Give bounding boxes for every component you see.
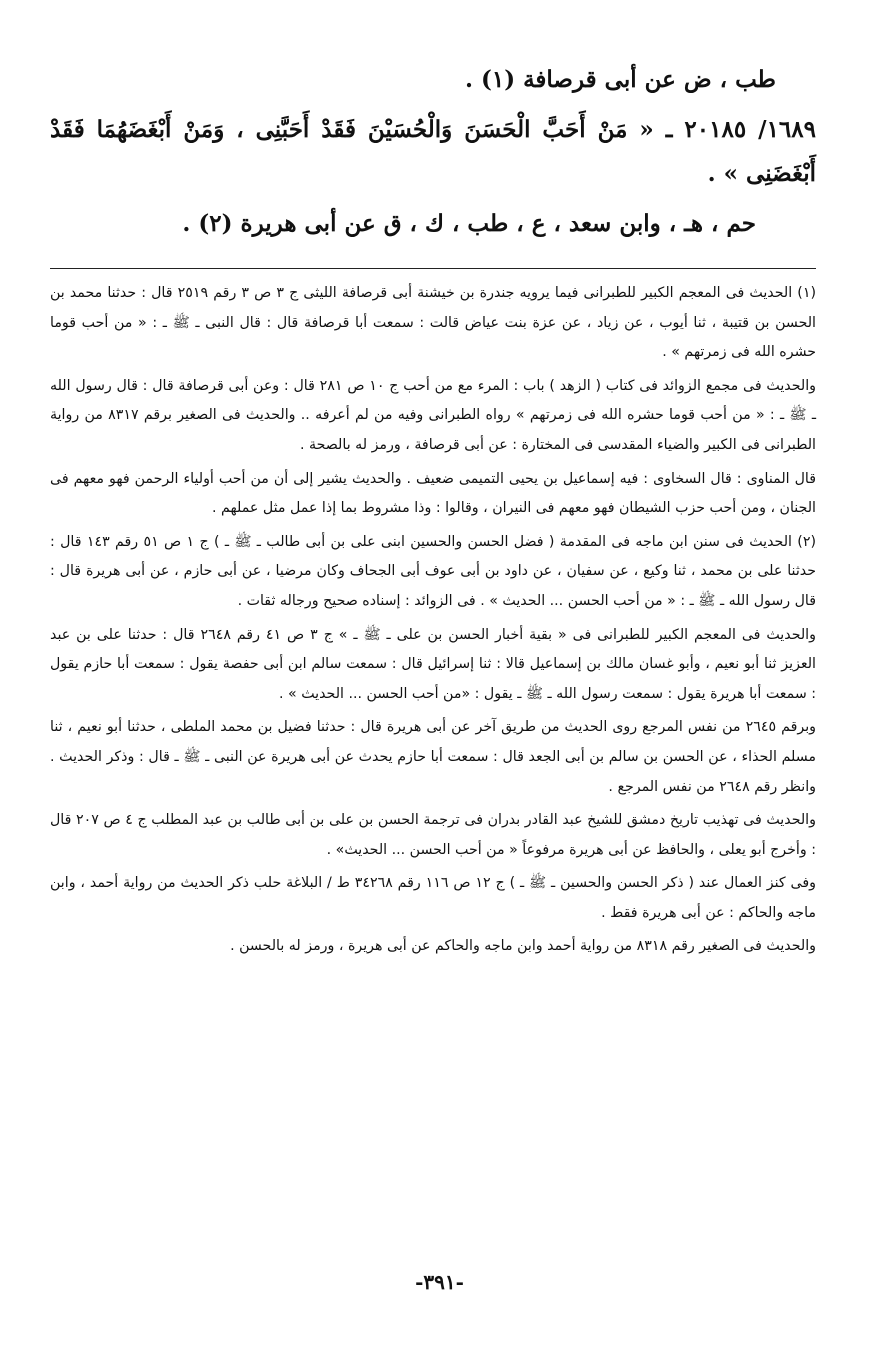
footnote-2-paragraph-1: (٢) الحديث فى سنن ابن ماجه فى المقدمة ( فضل الحسن والحسين ابنى على بن أبى طالب ـ ﷺ ـ ) ج ١ ص ٥١ رقم ١٤٣ قال : حدثنا على بن محمد ، ثنا وكيع ، عن سفيان ، عن داود بن أبى عوف أبى الجحاف وكان مرضيا ، عن أبى حازم ، عن أبى هريرة قال : قال رسول الله ـ ﷺ ـ : « من أحب الحسن ... الحديث » . فى الزوائد : إسناده صحيح ورجاله ثقات . xyxy=(50,533,816,609)
footnote-2-paragraph-3: وبرقم ٢٦٤٥ من نفس المرجع روى الحديث من طريق آخر عن أبى هريرة قال : حدثنا فضيل بن محمد الملطى ، حدثنا أبو نعيم ، ثنا مسلم الحذاء ، عن الحسن بن سالم بن أبى الجعد قال : سمعت أبا حازم يحدث عن أبى هريرة عن النبى ـ ﷺ ـ قال : وذكر الحديث . وانظر رقم ٢٦٤٨ من نفس المرجع . xyxy=(50,719,816,795)
hadith-number: ١٦٨٩/ ٢٠١٨٥ xyxy=(684,116,816,143)
hadith-sources: حم ، هـ ، وابن سعد ، ع ، طب ، ك ، ق عن أبى هريرة (٢) . xyxy=(182,210,756,237)
footnote-2-paragraph-6: والحديث فى الصغير رقم ٨٣١٨ من رواية أحمد وابن ماجه والحاكم عن أبى هريرة ، ورمز له بالحسن . xyxy=(230,938,816,955)
footnote-1-paragraph-3: قال المناوى : قال السخاوى : فيه إسماعيل بن يحيى التميمى ضعيف . والحديث يشير إلى أن من أحب أولياء الرحمن فهو معهم فى الجنان ، ومن أحب حزب الشيطان فهو معهم فى النيران ، وقالوا : وذا مشروط بما إذا عمل مثل عملهم . xyxy=(50,470,816,517)
hadith-entry xyxy=(50,108,816,196)
footnote-2-paragraph-2: والحديث فى المعجم الكبير للطبرانى فى « بقية أخبار الحسن بن على ـ ﷺ ـ » ج ٣ ص ٤١ رقم ٢٦٤٨ قال : حدثنا على بن عبد العزيز ثنا أبو نعيم ، وأبو غسان مالك بن إسماعيل قالا : ثنا إسرائيل قال : سمعت سالم ابن أبى حفصة يقول : سمعت أبا حازم يقول : سمعت أبا هريرة يقول : سمعت رسول الله ـ ﷺ ـ يقول : «من أحب الحسن ... الحديث » . xyxy=(50,626,816,702)
footnote-2-paragraph-4: والحديث فى تهذيب تاريخ دمشق للشيخ عبد القادر بدران فى ترجمة الحسن بن على بن أبى طالب بن عبد المطلب ج ٤ ص ٢٠٧ قال : وأخرج أبو يعلى ، والحافظ عن أبى هريرة مرفوعاً « من أحب الحسن ... الحديث» . xyxy=(50,812,816,858)
source-line-1: طب ، ض عن أبى قرصافة (١) . xyxy=(464,66,776,93)
page-number: -٣٩١- xyxy=(415,1270,464,1294)
footnote-divider xyxy=(50,268,816,269)
hadith-text: ـ « مَنْ أَحَبَّ الْحَسَنَ وَالْحُسَيْنَ فَقَدْ أَحَبَّنِى ، وَمَنْ أَبْغَضَهُمَا فَقَدْ أَبْغَضَنِى » . xyxy=(50,116,816,187)
page-content xyxy=(50,58,816,962)
footnote-1-paragraph-1: (١) الحديث فى المعجم الكبير للطبرانى فيما يرويه جندرة بن خيشنة أبى قرصافة الليثى ج ٣ ص ٣ رقم ٢٥١٩ قال : حدثنا محمد بن الحسن بن قتيبة ، ثنا أيوب ، عن زياد ، عن عزة بنت عياض قالت : سمعت أبا قرصافة قال : قال النبى ـ ﷺ ـ : « من أحب قوما حشره الله فى زمرتهم » . xyxy=(50,285,816,361)
footnote-2-paragraph-5: وفى كنز العمال عند ( ذكر الحسن والحسين ـ ﷺ ـ ) ج ١٢ ص ١١٦ رقم ٣٤٢٦٨ ط / البلاغة حلب ذكر الحديث من رواية أحمد ، وابن ماجه والحاكم : عن أبى هريرة فقط . xyxy=(50,875,816,921)
footnote-1-paragraph-2: والحديث فى مجمع الزوائد فى كتاب ( الزهد ) باب : المرء مع من أحب ج ١٠ ص ٢٨١ قال : وعن أبى قرصافة قال : قال رسول الله ـ ﷺ ـ : « من أحب قوما حشره الله فى زمرتهم » رواه الطبرانى وفيه من لم أعرفه .. والحديث فى الصغير برقم ٨٣١٧ من رواية الطبرانى فى الكبير والضياء المقدسى فى المختارة : عن أبى قرصافة ، ورمز له بالصحة . xyxy=(50,377,816,453)
